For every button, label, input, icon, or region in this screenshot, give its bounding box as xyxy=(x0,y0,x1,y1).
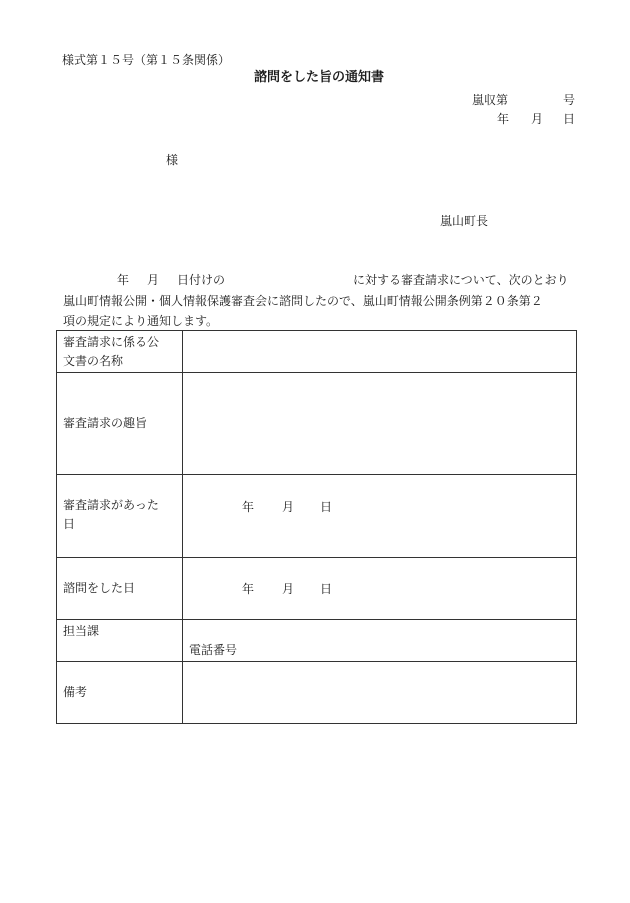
inquiry-date-month: 月 xyxy=(282,582,295,596)
table-row xyxy=(57,331,577,373)
label-cell xyxy=(57,662,183,724)
department-value[interactable] xyxy=(183,620,577,662)
table-row xyxy=(57,662,577,724)
request-date-value[interactable] xyxy=(183,475,577,558)
document-name-label: 審査請求に係る公 文書の名称 xyxy=(63,335,160,368)
request-date-day: 日 xyxy=(320,500,333,514)
body-line-2: 嵐山町情報公開・個人情報保護審査会に諮問したので、嵐山町情報公開条例第２０条第２ xyxy=(63,293,543,308)
request-purpose-label: 審査請求の趣旨 xyxy=(63,416,148,430)
table-row xyxy=(57,620,577,662)
label-cell xyxy=(57,475,183,558)
addressee-suffix: 様 xyxy=(166,153,179,167)
body-line-3: 項の規定により通知します。 xyxy=(63,314,219,328)
inquiry-date-value[interactable] xyxy=(183,558,577,620)
inquiry-date-day: 日 xyxy=(320,582,333,596)
table-row xyxy=(57,475,577,558)
label-cell xyxy=(57,620,183,662)
document-title: 諮問をした旨の通知書 xyxy=(254,70,385,85)
label-cell xyxy=(57,373,183,475)
date-year: 年 xyxy=(497,112,510,126)
form-number: 様式第１５号（第１５条関係） xyxy=(62,53,231,67)
reference-prefix: 嵐収第 xyxy=(472,93,509,107)
request-date-year: 年 xyxy=(242,500,255,514)
sender-name: 嵐山町長 xyxy=(440,214,489,228)
table-row xyxy=(57,558,577,620)
request-date-label: 審査請求があった 日 xyxy=(63,498,159,531)
request-date-month: 月 xyxy=(282,500,295,514)
phone-label: 電話番号 xyxy=(189,643,238,657)
request-purpose-value[interactable] xyxy=(183,373,577,475)
document-name-value[interactable] xyxy=(183,331,577,373)
table-row xyxy=(57,373,577,475)
body-request-text: に対する審査請求について、次のとおり xyxy=(353,273,569,287)
body-text xyxy=(63,270,583,332)
date-month: 月 xyxy=(531,112,544,126)
label-cell xyxy=(57,331,183,373)
date-day: 日 xyxy=(563,112,576,126)
reference-suffix: 号 xyxy=(563,93,576,107)
department-label: 担当課 xyxy=(63,624,100,638)
body-date-suffix: 日付けの xyxy=(177,273,226,287)
body-line-1 xyxy=(63,270,583,291)
label-cell xyxy=(57,558,183,620)
inquiry-date-year: 年 xyxy=(242,582,255,596)
body-month: 月 xyxy=(147,273,160,287)
body-year: 年 xyxy=(117,273,130,287)
inquiry-date-label: 諮問をした日 xyxy=(63,581,136,595)
remarks-label: 備考 xyxy=(63,685,88,699)
notice-table xyxy=(56,330,577,724)
remarks-value[interactable] xyxy=(183,662,577,724)
